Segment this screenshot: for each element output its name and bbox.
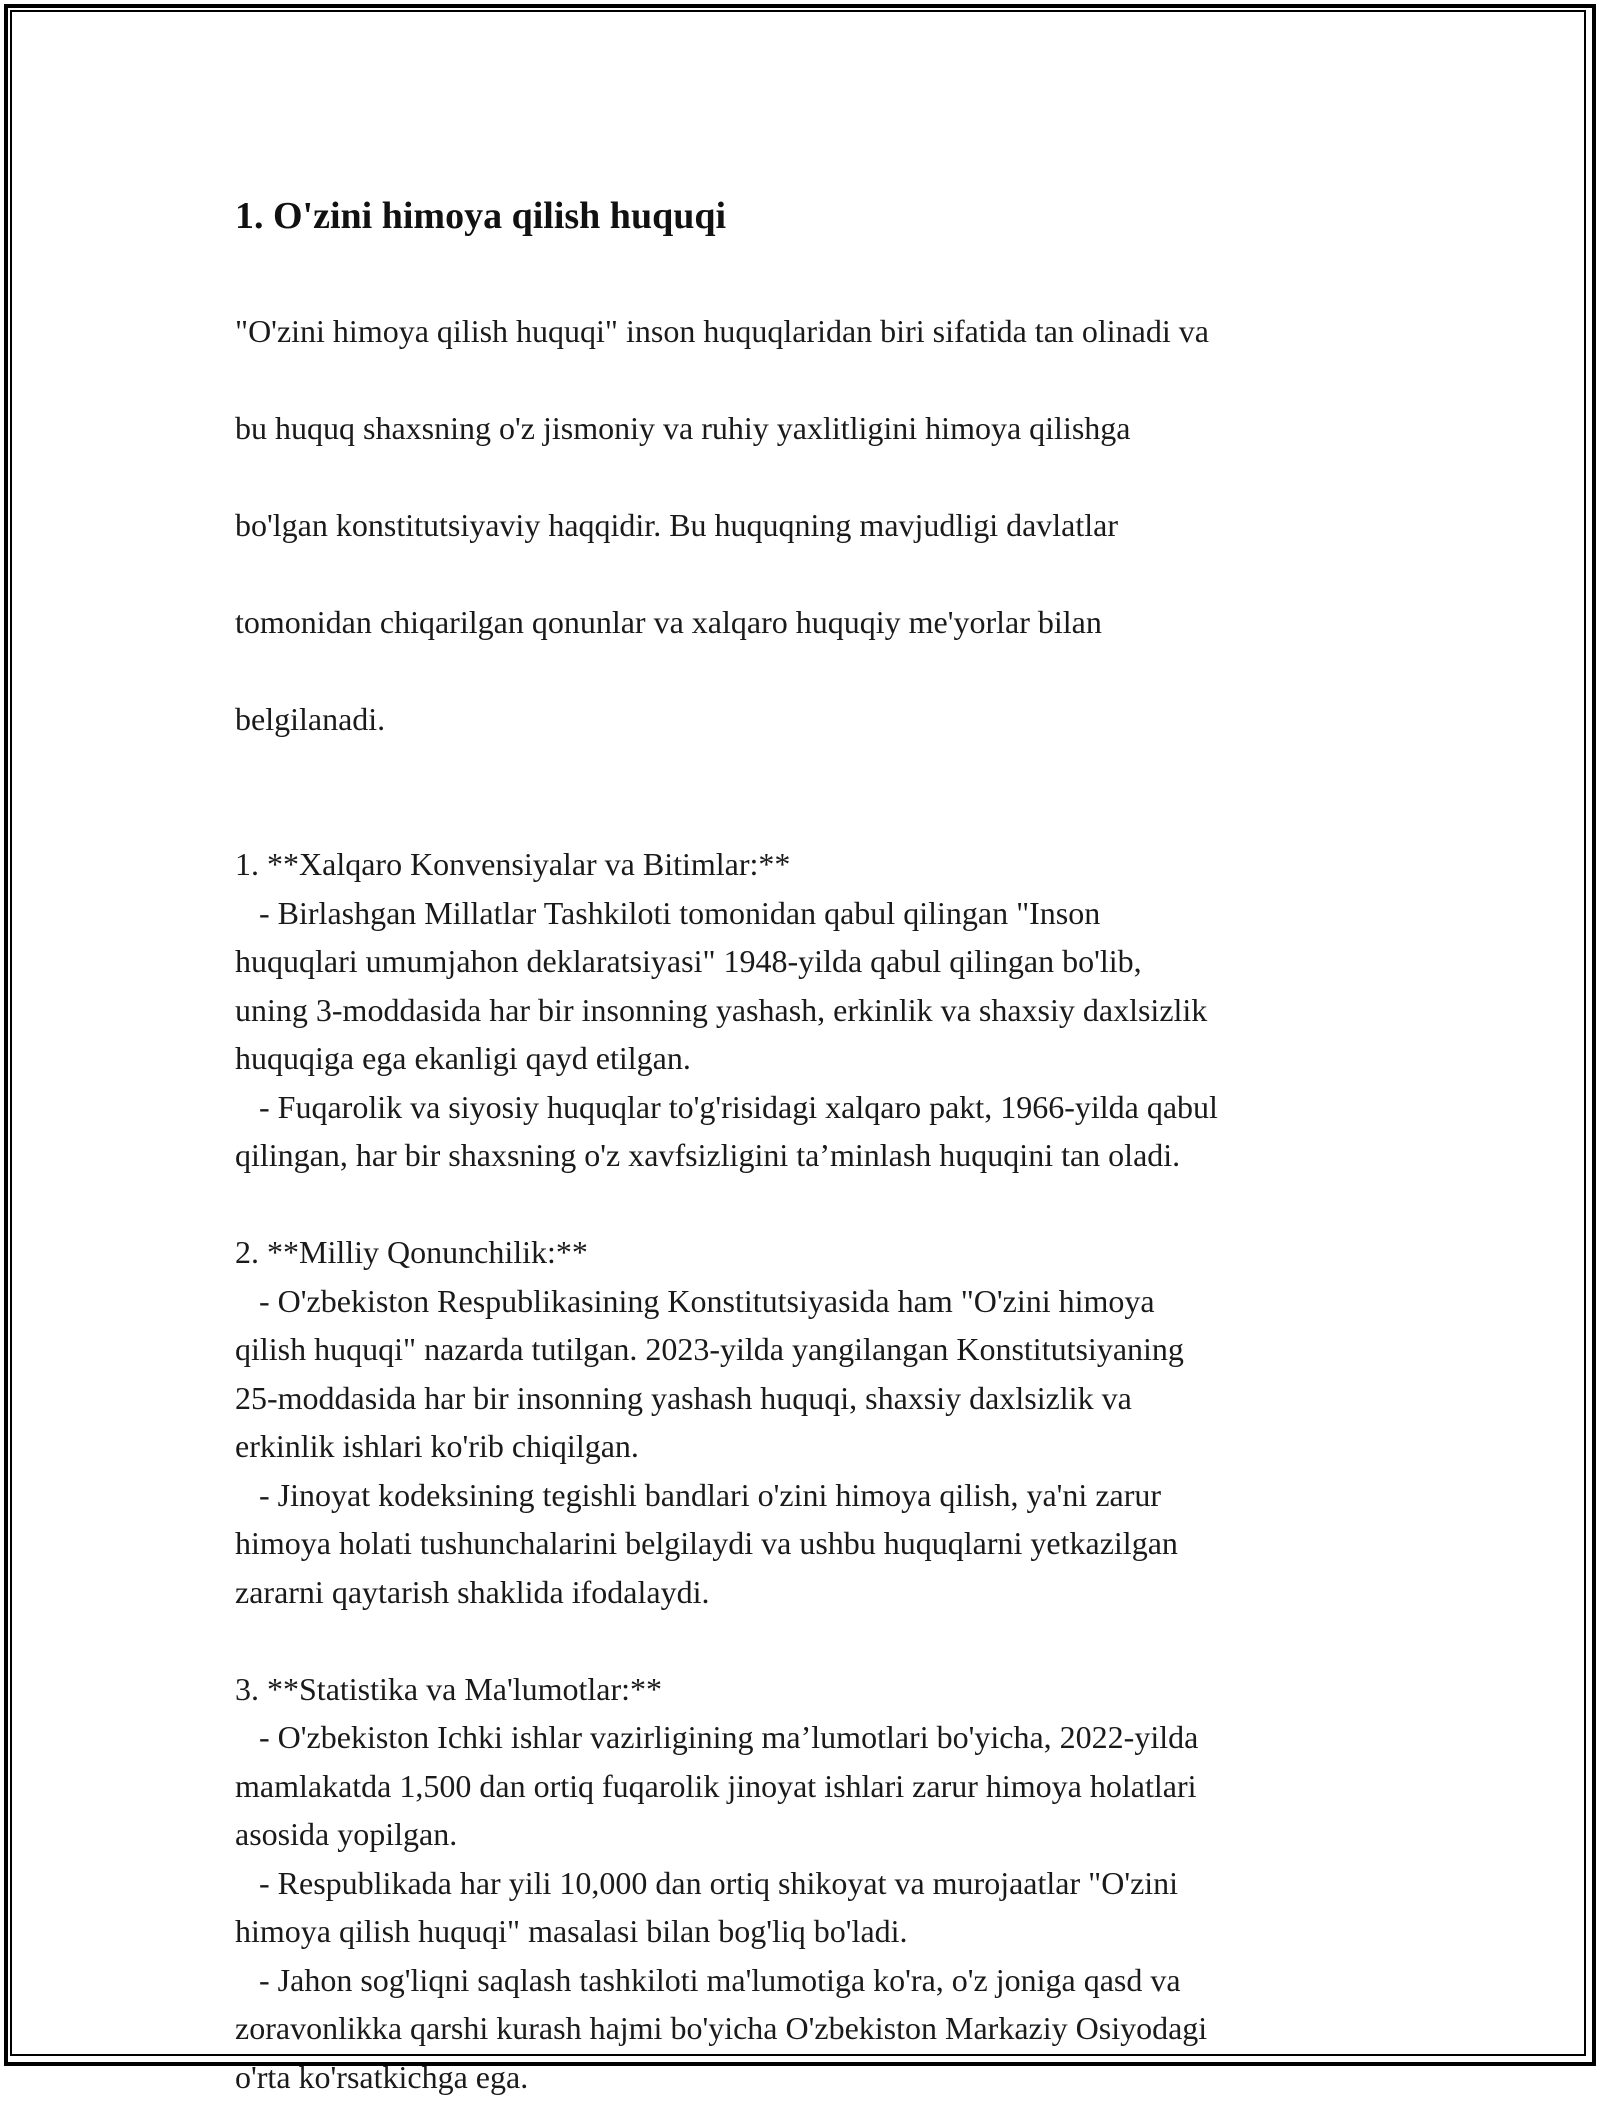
document-body xyxy=(235,190,1375,2101)
section-line: mamlakatda 1,500 dan ortiq fuqarolik jinoyat ishlari zarur himoya holatlari xyxy=(235,1762,1375,1811)
section-line: o'rta ko'rsatkichga ega. xyxy=(235,2053,1375,2101)
section-international-conventions xyxy=(235,840,1375,1180)
intro-line: "O'zini himoya qilish huquqi" inson huquqlaridan biri sifatida tan olinadi va xyxy=(235,307,1375,356)
section-line: himoya qilish huquqi" masalasi bilan bog'liq bo'ladi. xyxy=(235,1907,1375,1956)
section-line: huquqlari umumjahon deklaratsiyasi" 1948-yilda qabul qilingan bo'lib, xyxy=(235,937,1375,986)
section-heading: 1. **Xalqaro Konvensiyalar va Bitimlar:** xyxy=(235,840,1375,889)
section-line: 25-moddasida har bir insonning yashash huquqi, shaxsiy daxlsizlik va xyxy=(235,1374,1375,1423)
section-heading: 2. **Milliy Qonunchilik:** xyxy=(235,1228,1375,1277)
section-line: uning 3-moddasida har bir insonning yashash, erkinlik va shaxsiy daxlsizlik xyxy=(235,986,1375,1035)
section-line: huquqiga ega ekanligi qayd etilgan. xyxy=(235,1034,1375,1083)
section-line: qilish huquqi" nazarda tutilgan. 2023-yilda yangilangan Konstitutsiyaning xyxy=(235,1325,1375,1374)
section-national-legislation xyxy=(235,1228,1375,1616)
section-heading: 3. **Statistika va Ma'lumotlar:** xyxy=(235,1665,1375,1714)
document-title: 1. O'zini himoya qilish huquqi xyxy=(235,190,1375,242)
section-line: - O'zbekiston Ichki ishlar vazirligining ma’lumotlari bo'yicha, 2022-yilda xyxy=(235,1713,1375,1762)
section-line: asosida yopilgan. xyxy=(235,1810,1375,1859)
section-line: - Respublikada har yili 10,000 dan ortiq shikoyat va murojaatlar "O'zini xyxy=(235,1859,1375,1908)
section-line: himoya holati tushunchalarini belgilaydi va ushbu huquqlarni yetkazilgan xyxy=(235,1519,1375,1568)
section-line: - Jinoyat kodeksining tegishli bandlari o'zini himoya qilish, ya'ni zarur xyxy=(235,1471,1375,1520)
section-line: qilingan, har bir shaxsning o'z xavfsizligini ta’minlash huquqini tan oladi. xyxy=(235,1131,1375,1180)
intro-line: belgilanadi. xyxy=(235,695,1375,744)
section-line: - O'zbekiston Respublikasining Konstitutsiyasida ham "O'zini himoya xyxy=(235,1277,1375,1326)
intro-line: bu huquq shaxsning o'z jismoniy va ruhiy yaxlitligini himoya qilishga xyxy=(235,404,1375,453)
section-line: - Jahon sog'liqni saqlash tashkiloti ma'lumotiga ko'ra, o'z joniga qasd va xyxy=(235,1956,1375,2005)
intro-line: bo'lgan konstitutsiyaviy haqqidir. Bu huquqning mavjudligi davlatlar xyxy=(235,501,1375,550)
section-statistics xyxy=(235,1665,1375,2101)
intro-line: tomonidan chiqarilgan qonunlar va xalqaro huquqiy me'yorlar bilan xyxy=(235,598,1375,647)
section-line: erkinlik ishlari ko'rib chiqilgan. xyxy=(235,1422,1375,1471)
section-line: zararni qaytarish shaklida ifodalaydi. xyxy=(235,1568,1375,1617)
section-line: - Fuqarolik va siyosiy huquqlar to'g'risidagi xalqaro pakt, 1966-yilda qabul xyxy=(235,1083,1375,1132)
section-line: zoravonlikka qarshi kurash hajmi bo'yicha O'zbekiston Markaziy Osiyodagi xyxy=(235,2004,1375,2053)
intro-paragraph xyxy=(235,258,1375,792)
section-line: - Birlashgan Millatlar Tashkiloti tomonidan qabul qilingan "Inson xyxy=(235,889,1375,938)
